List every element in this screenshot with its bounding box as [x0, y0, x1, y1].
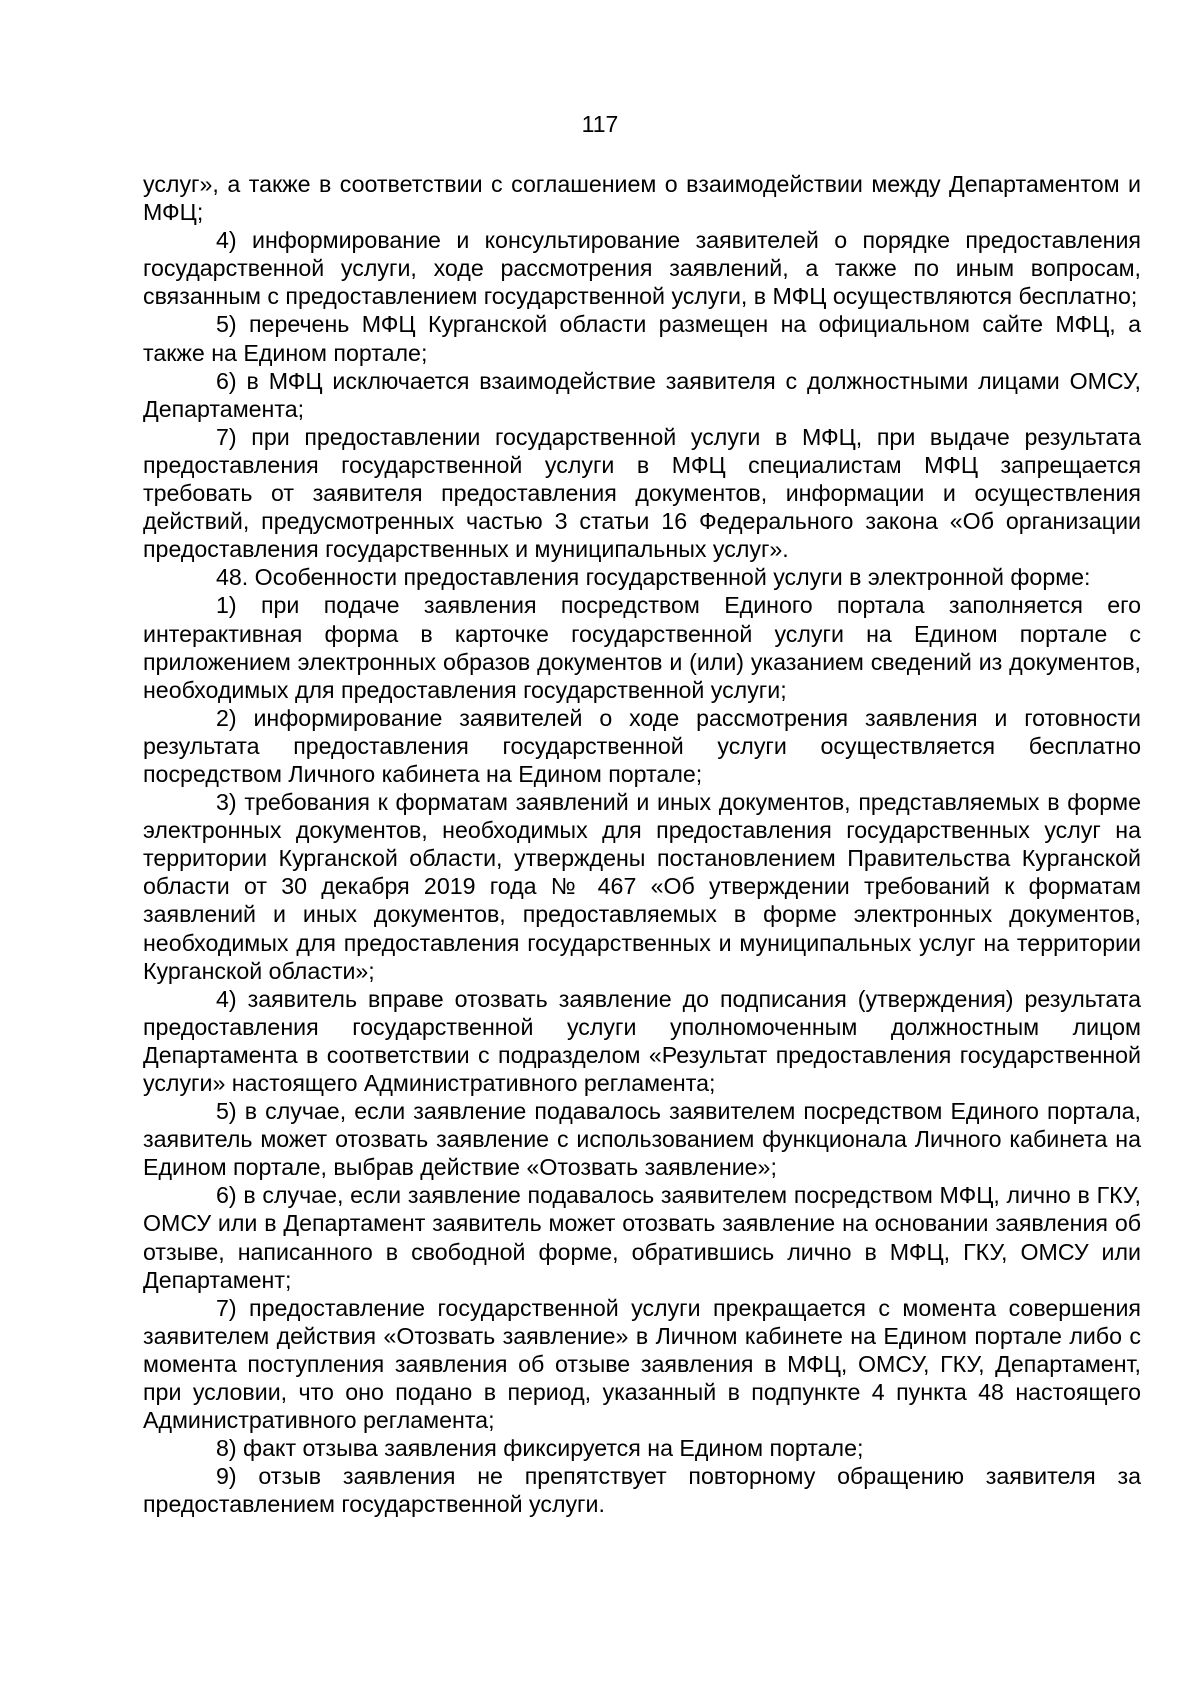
paragraph-48-item-4: 4) заявитель вправе отозвать заявление до подписания (утверждения) результата предоставления государственной услуги уполномоченным должностным лицом Департамента в соответствии с подразделом «Результат предоставления государственной услуги» настоящего Административного регламента;: [143, 985, 1141, 1096]
paragraph-48-item-8: 8) факт отзыва заявления фиксируется на Едином портале;: [216, 1435, 864, 1462]
document-body: [143, 170, 1141, 1519]
paragraph-item-6: 6) в МФЦ исключается взаимодействие заявителя с должностными лицами ОМСУ, Департамента;: [143, 367, 1141, 422]
paragraph-item-5: 5) перечень МФЦ Курганской области размещен на официальном сайте МФЦ, а также на Едином портале;: [143, 311, 1141, 366]
paragraph-48-item-7: 7) предоставление государственной услуги прекращается с момента совершения заявителем действия «Отозвать заявление» в Личном кабинете на Едином портале либо с момента поступления заявления об отзыве заявления в МФЦ, ОМСУ, ГКУ, Департамент, при условии, что оно подано в период, указанный в подпункте 4 пункта 48 настоящего Административного регламента;: [143, 1294, 1141, 1434]
paragraph-48-item-1: 1) при подаче заявления посредством Единого портала заполняется его интерактивная форма в карточке государственной услуги на Едином портале с приложением электронных образов документов и (или) указанием сведений из документов, необходимых для предоставления государственной услуги;: [143, 592, 1141, 703]
paragraph-item-7: 7) при предоставлении государственной услуги в МФЦ, при выдаче результата предоставления государственной услуги в МФЦ специалистам МФЦ запрещается требовать от заявителя предоставления документов, информации и осуществления действий, предусмотренных частью 3 статьи 16 Федерального закона «Об организации предоставления государственных и муниципальных услуг».: [143, 423, 1141, 563]
paragraph-section-48: 48. Особенности предоставления государственной услуги в электронной форме:: [216, 564, 1091, 591]
paragraph-continuation: услуг», а также в соответствии с соглашением о взаимодействии между Департаментом и МФЦ;: [143, 171, 1141, 226]
paragraph-48-item-5: 5) в случае, если заявление подавалось заявителем посредством Единого портала, заявитель может отозвать заявление с использованием функционала Личного кабинета на Едином портале, выбрав действие «Отозвать заявление»;: [143, 1098, 1141, 1181]
paragraph-item-4: 4) информирование и консультирование заявителей о порядке предоставления государственной услуги, ходе рассмотрения заявлений, а также по иным вопросам, связанным с предоставлением государственной услуги, в МФЦ осуществляются бесплатно;: [143, 227, 1141, 310]
page-number: 117: [581, 111, 619, 137]
paragraph-48-item-3: 3) требования к форматам заявлений и иных документов, представляемых в форме электронных документов, необходимых для предоставления государственных услуг на территории Курганской области, утверждены постановлением Правительства Курганской области от 30 декабря 2019 года № 467 «Об утверждении требований к форматам заявлений и иных документов, предоставляемых в форме электронных документов, необходимых для предоставления государственных и муниципальных услуг на территории Курганской области»;: [143, 789, 1141, 984]
paragraph-48-item-2: 2) информирование заявителей о ходе рассмотрения заявления и готовности результата предоставления государственной услуги осуществляется бесплатно посредством Личного кабинета на Едином портале;: [143, 704, 1141, 787]
paragraph-48-item-9: 9) отзыв заявления не препятствует повторному обращению заявителя за предоставлением государственной услуги.: [143, 1463, 1141, 1518]
paragraph-48-item-6: 6) в случае, если заявление подавалось заявителем посредством МФЦ, лично в ГКУ, ОМСУ или в Департамент заявитель может отозвать заявление на основании заявления об отзыве, написанного в свободной форме, обратившись лично в МФЦ, ГКУ, ОМСУ или Департамент;: [143, 1182, 1141, 1293]
